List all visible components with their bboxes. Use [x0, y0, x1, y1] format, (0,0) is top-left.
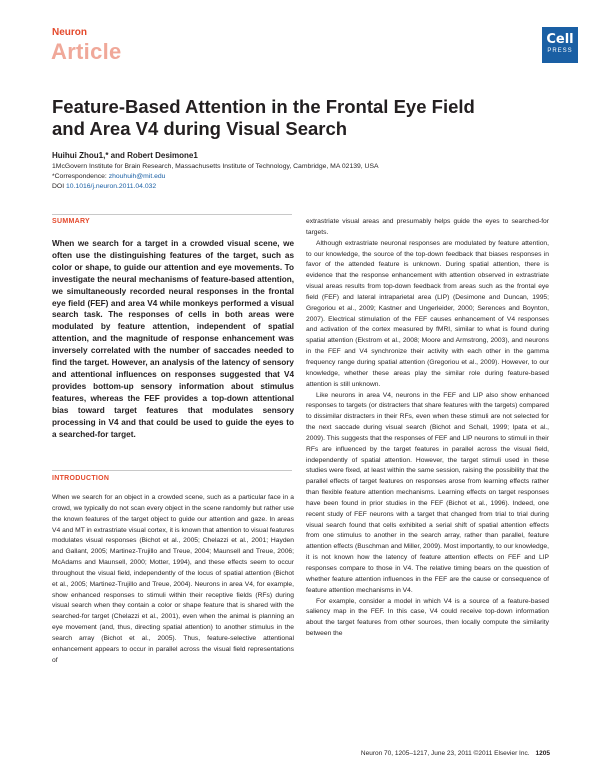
summary-divider: [52, 214, 292, 215]
footer-citation: Neuron 70, 1205–1217, June 23, 2011 ©2011 Elsevier Inc.: [360, 750, 530, 757]
introduction-divider: [52, 470, 292, 471]
right-column: [306, 217, 549, 640]
page-footer: [361, 750, 550, 757]
right-paragraph-3: Like neurons in area V4, neurons in the FEF and LIP also show enhanced responses to targets (or distracters that share features with the targets) compared to dissimilar distracters in their RFs, even when these stimuli are not selected for the next saccade during visual search (Bichot and Schall, 1999; Ipata et al., 2009). This suggests that the responses of FEF and LIP neurons to stimuli in their RFs are influenced by the target features in parallel across the visual field, independently of spatial attention. However, the target stimuli used in these studies were fixed, at least within the same session, raising the possibility that the parallel effects of target features on responses arose from learning effects rather than flexible feature attention mechanisms. Learning effects on target responses have been found in prior studies in the FEF (Bichot et al., 1996). Indeed, one recent study of FEF neurons with a target that changed from trial to trial during visual search found that cells exhibited a serial shift of spatial attention effects from one stimulus to another in the search array, rather than parallel, feature attention effects (Buschman and Miller, 2009). Most importantly, to our knowledge, it is not known how the latency of feature attention effects on FEF and LIP responses compare to those in V4. The relative timing bears on the question of whether feature attention influences in the FEF are the cause or consequence of feature attention mechanisms in V4.: [306, 391, 549, 594]
paper-title: [52, 96, 512, 140]
author-list: Huihui Zhou1,* and Robert Desimone1: [52, 151, 198, 160]
summary-heading: SUMMARY: [52, 218, 91, 225]
right-paragraph-1: extrastriate visual areas and presumably helps guide the eyes to searched-for targets.: [306, 218, 549, 236]
right-paragraph-4: For example, consider a model in which V4 is a source of a feature-based saliency map in the FEF. In this case, V4 could receive top-down information about the target features from other sources, then locally compute the similarity between the: [306, 597, 549, 638]
introduction-heading: INTRODUCTION: [52, 475, 110, 482]
article-type-label: Article: [51, 39, 122, 64]
journal-name: Neuron: [52, 27, 87, 38]
title-line-2: and Area V4 during Visual Search: [52, 118, 348, 139]
affiliation: 1McGovern Institute for Brain Research, Massachusetts Institute of Technology, Cambridge, MA 02139, USA: [52, 163, 379, 170]
correspondence-label: *Correspondence:: [52, 173, 109, 180]
doi-line: [52, 181, 156, 192]
logo-main-text: Cell: [546, 32, 574, 47]
doi-link[interactable]: 10.1016/j.neuron.2011.04.032: [65, 183, 157, 190]
title-line-1: Feature-Based Attention in the Frontal Eye Field: [52, 96, 475, 117]
doi-label: DOI: [52, 183, 66, 190]
right-paragraph-2: Although extrastriate neuronal responses are modulated by feature attention, to our knowledge, the source of the top-down feedback that biases responses in favor of the attended feature is unknown. During spatial attention, there is evidence that the response enhancement with attention observed in extrastriate visual areas results from top-down feedback from areas such as the frontal eye field (FEF) and lateral intraparietal area (LIP) (Desimone and Duncan, 1995; Gregoriou et al., 2009; Kastner and Ungerleider, 2000; Serences and Boynton, 2007). Electrical stimulation of the FEF causes enhancement of V4 responses and activation of the cortex measured by fMRI, similar to what is found during spatial attention (Ekstrom et al., 2008; Moore and Armstrong, 2003), and neurons in the FEF and V4 synchronize their activity with each other in the gamma frequency range during spatial attention (Gregoriou et al., 2009). However, to our knowledge, whether these areas play the similar role during feature-based attention is still unknown.: [306, 239, 549, 388]
logo-sub-text: PRESS: [547, 48, 573, 54]
page-number: 1205: [535, 750, 550, 757]
introduction-text: [52, 493, 294, 667]
correspondence-email-link[interactable]: zhouhuih@mit.edu: [108, 173, 166, 180]
cell-press-logo: [542, 27, 578, 63]
intro-paragraph: When we search for an object in a crowded scene, such as a particular face in a crowd, we typically do not scan every object in the scene randomly but rather use the known features of the target object to guide our attention and gaze. In areas V4 and MT in extrastriate visual cortex, it is known that attention to visual features modulates visual responses (Bichot et al., 2005; Chelazzi et al., 2001; Hayden and Gallant, 2005; Martinez-Trujillo and Treue, 2004; Maunsell and Treue, 2006; McAdams and Maunsell, 2000; Motter, 1994), and these effects seem to occur throughout the visual field, independently of the locus of spatial attention (Bichot et al., 2005; Martinez-Trujillo and Treue, 2004). Neurons in area V4, for example, show enhanced responses to stimuli within their receptive fields (RFs) during visual search when they contain a color or shape feature that is shared with the searched-for target (Chelazzi et al., 2001), even when the animal is planning an eye movement (and, thus, directing spatial attention) to another stimulus in the search array (Bichot et al., 2005). Thus, feature-selective attentional enhancement appears to occur in parallel across the visual field representations of: [52, 494, 294, 664]
summary-text: When we search for a target in a crowded visual scene, we often use the distinguishing features of the target, such as color or shape, to guide our attention and eye movements. To investigate the neural mechanisms of feature-based attention, we simultaneously recorded neural responses in the frontal eye field (FEF) and area V4 while monkeys performed a visual search task. The responses of cells in both areas were modulated by feature attention, independent of spatial attention, and the magnitude of response enhancement was inversely correlated with the number of saccades needed to find the target. However, an analysis of the latency of sensory and attentional influences on responses suggested that V4 provides bottom-up sensory information about stimulus features, whereas the FEF provides a top-down attentional bias toward target features that modulates sensory processing in V4 and that could be used to guide the eyes to a searched-for target.: [52, 239, 294, 439]
